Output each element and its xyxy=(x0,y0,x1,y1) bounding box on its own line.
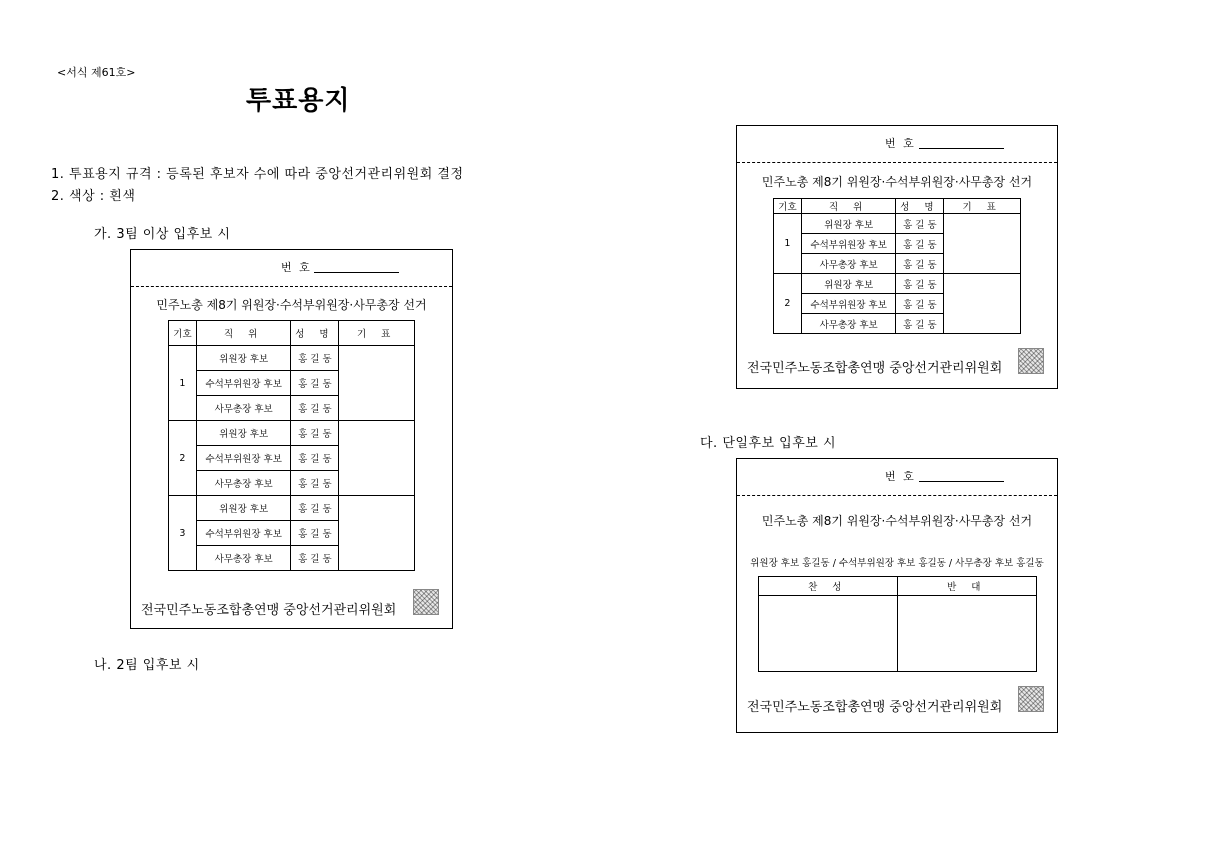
spec-size: 1. 투표용지 규격 : 등록된 후보자 수에 따라 중앙선거관리위원회 결정 xyxy=(51,167,464,182)
header-mark: 기 표 xyxy=(339,321,415,346)
name-cell: 홍 길 동 xyxy=(291,371,339,396)
ballot-two-team xyxy=(736,125,1058,389)
mark-cell[interactable] xyxy=(339,346,415,421)
role-cell: 사무총장 후보 xyxy=(801,254,896,274)
role-cell: 사무총장 후보 xyxy=(801,314,896,334)
candidate-number: 3 xyxy=(169,496,197,571)
mark-cell[interactable] xyxy=(339,421,415,496)
section-c-heading: 다. 단일후보 입후보 시 xyxy=(700,436,837,451)
name-cell: 홍 길 동 xyxy=(291,346,339,371)
role-cell: 사무총장 후보 xyxy=(196,546,291,571)
name-cell: 홍 길 동 xyxy=(291,421,339,446)
mark-cell[interactable] xyxy=(944,274,1021,334)
header-mark: 기 표 xyxy=(944,199,1021,214)
official-seal-icon xyxy=(1018,686,1044,712)
name-cell: 홍 길 동 xyxy=(291,546,339,571)
ballot-single xyxy=(736,458,1058,733)
form-number: <서식 제61호> xyxy=(57,66,136,79)
header-name: 성 명 xyxy=(896,199,944,214)
role-cell: 수석부위원장 후보 xyxy=(801,294,896,314)
name-cell: 홍 길 동 xyxy=(896,214,944,234)
candidate-number: 1 xyxy=(774,214,802,274)
name-cell: 홍 길 동 xyxy=(291,396,339,421)
header-position: 직 위 xyxy=(196,321,291,346)
candidate-number: 1 xyxy=(169,346,197,421)
header-position: 직 위 xyxy=(801,199,896,214)
ballot-number-label: 번 호 xyxy=(885,137,916,150)
role-cell: 수석부위원장 후보 xyxy=(196,521,291,546)
mark-cell[interactable] xyxy=(944,214,1021,274)
election-title: 민주노총 제8기 위원장·수석부위원장·사무총장 선거 xyxy=(156,298,427,312)
ballot-number-label: 번 호 xyxy=(885,470,916,483)
header-symbol: 기호 xyxy=(774,199,802,214)
yes-mark-cell[interactable] xyxy=(759,596,898,672)
name-cell: 홍 길 동 xyxy=(896,314,944,334)
header-symbol: 기호 xyxy=(169,321,197,346)
name-cell: 홍 길 동 xyxy=(896,234,944,254)
ballot-number-line xyxy=(919,481,1004,482)
name-cell: 홍 길 동 xyxy=(896,294,944,314)
role-cell: 위원장 후보 xyxy=(196,421,291,446)
header-name: 성 명 xyxy=(291,321,339,346)
name-cell: 홍 길 동 xyxy=(896,254,944,274)
role-cell: 사무총장 후보 xyxy=(196,471,291,496)
name-cell: 홍 길 동 xyxy=(291,446,339,471)
ballot-footer: 전국민주노동조합총연맹 중앙선거관리위원회 xyxy=(747,700,1003,715)
single-candidates: 위원장 후보 홍길동 / 수석부위원장 후보 홍길동 / 사무총장 후보 홍길동 xyxy=(750,558,1044,569)
ballot-number-line xyxy=(314,272,399,273)
role-cell: 수석부위원장 후보 xyxy=(196,446,291,471)
candidate-number: 2 xyxy=(169,421,197,496)
name-cell: 홍 길 동 xyxy=(896,274,944,294)
ballot-number-line xyxy=(919,148,1004,149)
official-seal-icon xyxy=(1018,348,1044,374)
candidate-number: 2 xyxy=(774,274,802,334)
name-cell: 홍 길 동 xyxy=(291,496,339,521)
ballot-number-row xyxy=(737,459,1057,496)
ballot-footer: 전국민주노동조합총연맹 중앙선거관리위원회 xyxy=(747,361,1003,376)
election-title: 민주노총 제8기 위원장·수석부위원장·사무총장 선거 xyxy=(761,514,1033,528)
approval-table xyxy=(758,576,1037,672)
role-cell: 수석부위원장 후보 xyxy=(801,234,896,254)
candidate-table xyxy=(168,320,415,571)
role-cell: 수석부위원장 후보 xyxy=(196,371,291,396)
ballot-number-row xyxy=(131,250,452,287)
candidate-table xyxy=(773,198,1021,334)
official-seal-icon xyxy=(413,589,439,615)
role-cell: 위원장 후보 xyxy=(196,346,291,371)
ballot-three-team xyxy=(130,249,453,629)
ballot-number-row xyxy=(737,126,1057,163)
header-yes: 찬 성 xyxy=(759,577,898,596)
no-mark-cell[interactable] xyxy=(897,596,1037,672)
mark-cell[interactable] xyxy=(339,496,415,571)
spec-color: 2. 색상 : 흰색 xyxy=(51,189,136,204)
section-a-heading: 가. 3팀 이상 입후보 시 xyxy=(94,227,231,242)
section-b-heading: 나. 2팀 입후보 시 xyxy=(94,658,200,673)
role-cell: 사무총장 후보 xyxy=(196,396,291,421)
role-cell: 위원장 후보 xyxy=(801,214,896,234)
election-title: 민주노총 제8기 위원장·수석부위원장·사무총장 선거 xyxy=(761,175,1033,189)
role-cell: 위원장 후보 xyxy=(196,496,291,521)
page-title: 투표용지 xyxy=(246,86,351,116)
ballot-footer: 전국민주노동조합총연맹 중앙선거관리위원회 xyxy=(141,603,397,618)
ballot-number-label: 번 호 xyxy=(281,261,312,274)
name-cell: 홍 길 동 xyxy=(291,471,339,496)
role-cell: 위원장 후보 xyxy=(801,274,896,294)
header-no: 반 대 xyxy=(897,577,1037,596)
name-cell: 홍 길 동 xyxy=(291,521,339,546)
